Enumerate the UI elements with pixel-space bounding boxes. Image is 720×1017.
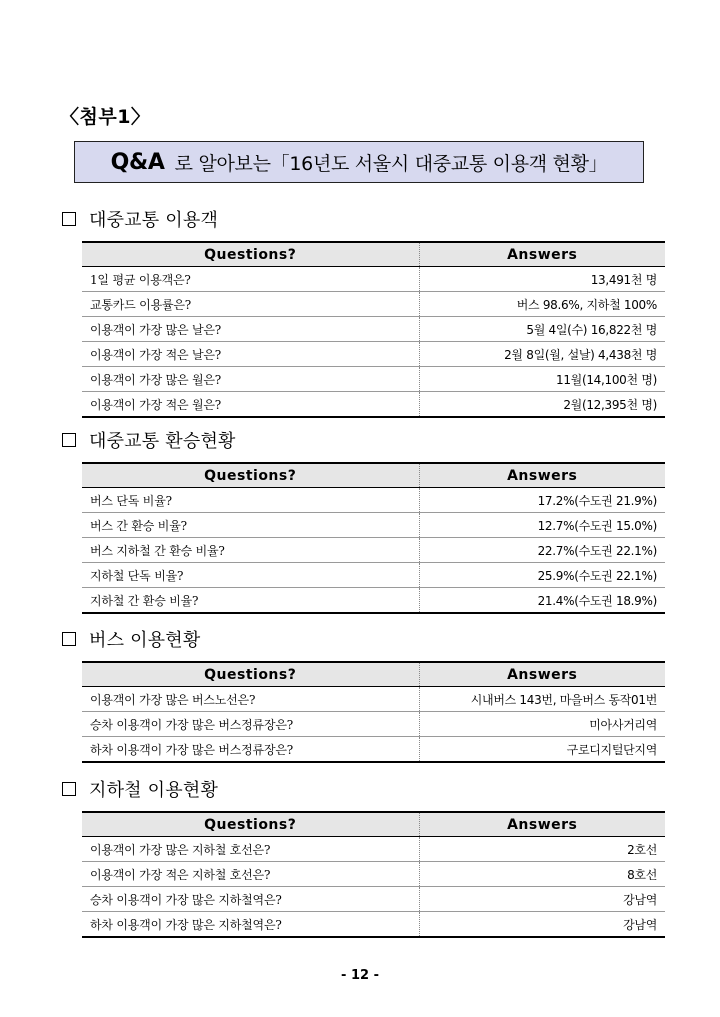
question-cell: 버스 간 환승 비율? <box>82 513 419 538</box>
question-cell: 1일 평균 이용객은? <box>82 267 419 292</box>
question-cell: 하차 이용객이 가장 많은 지하철역은? <box>82 912 419 938</box>
answer-cell: 미아사거리역 <box>419 712 665 737</box>
answer-cell: 버스 98.6%, 지하철 100% <box>419 292 665 317</box>
qa-table <box>82 661 665 763</box>
question-cell: 이용객이 가장 적은 월은? <box>82 392 419 418</box>
table-row <box>82 342 665 367</box>
document-title-box <box>74 141 644 183</box>
answer-cell: 구로디지털단지역 <box>419 737 665 763</box>
question-cell: 이용객이 가장 많은 날은? <box>82 317 419 342</box>
question-cell: 교통카드 이용률은? <box>82 292 419 317</box>
section-title: 지하철 이용현황 <box>89 780 219 801</box>
answer-cell: 22.7%(수도권 22.1%) <box>419 538 665 563</box>
question-cell: 버스 지하철 간 환승 비율? <box>82 538 419 563</box>
section-header <box>62 776 665 802</box>
answers-header: Answers <box>419 812 665 837</box>
table-header-row <box>82 242 665 267</box>
section-bus-usage <box>62 626 665 763</box>
questions-header: Questions? <box>82 242 419 267</box>
question-cell: 승차 이용객이 가장 많은 버스정류장은? <box>82 712 419 737</box>
table-row <box>82 862 665 887</box>
section-title: 대중교통 이용객 <box>89 210 219 231</box>
question-cell: 지하철 단독 비율? <box>82 563 419 588</box>
question-cell: 승차 이용객이 가장 많은 지하철역은? <box>82 887 419 912</box>
questions-header: Questions? <box>82 463 419 488</box>
checkbox-square-icon <box>62 433 76 447</box>
table-row <box>82 837 665 862</box>
attachment-label: 〈첨부1〉 <box>60 106 151 128</box>
question-cell: 버스 단독 비율? <box>82 488 419 513</box>
answer-cell: 12.7%(수도권 15.0%) <box>419 513 665 538</box>
page-number: - 12 - <box>341 968 379 983</box>
answers-header: Answers <box>419 242 665 267</box>
qa-table <box>82 241 665 418</box>
table-row <box>82 317 665 342</box>
answer-cell: 17.2%(수도권 21.9%) <box>419 488 665 513</box>
table-header-row <box>82 812 665 837</box>
table-header-row <box>82 662 665 687</box>
table-header-row <box>82 463 665 488</box>
section-title: 버스 이용현황 <box>89 630 201 651</box>
table-row <box>82 392 665 418</box>
checkbox-square-icon <box>62 632 76 646</box>
answer-cell: 2월 8일(월, 설날) 4,438천 명 <box>419 342 665 367</box>
answer-cell: 11월(14,100천 명) <box>419 367 665 392</box>
table-row <box>82 912 665 938</box>
section-header <box>62 626 665 652</box>
answer-cell: 시내버스 143번, 마을버스 동작01번 <box>419 687 665 712</box>
section-subway-usage <box>62 776 665 938</box>
answers-header: Answers <box>419 662 665 687</box>
table-row <box>82 488 665 513</box>
table-row <box>82 563 665 588</box>
answer-cell: 5월 4일(수) 16,822천 명 <box>419 317 665 342</box>
questions-header: Questions? <box>82 662 419 687</box>
section-transfer-status <box>62 427 665 614</box>
section-transit-users <box>62 206 665 418</box>
question-cell: 이용객이 가장 많은 지하철 호선은? <box>82 837 419 862</box>
question-cell: 이용객이 가장 많은 월은? <box>82 367 419 392</box>
answer-cell: 강남역 <box>419 887 665 912</box>
answer-cell: 2월(12,395천 명) <box>419 392 665 418</box>
table-row <box>82 267 665 292</box>
answer-cell: 25.9%(수도권 22.1%) <box>419 563 665 588</box>
table-row <box>82 687 665 712</box>
answer-cell: 2호선 <box>419 837 665 862</box>
answer-cell: 강남역 <box>419 912 665 938</box>
table-row <box>82 513 665 538</box>
table-row <box>82 737 665 763</box>
qa-table <box>82 462 665 614</box>
answer-cell: 13,491천 명 <box>419 267 665 292</box>
checkbox-square-icon <box>62 782 76 796</box>
table-row <box>82 292 665 317</box>
question-cell: 이용객이 가장 적은 지하철 호선은? <box>82 862 419 887</box>
question-cell: 이용객이 가장 적은 날은? <box>82 342 419 367</box>
section-title: 대중교통 환승현황 <box>89 431 236 452</box>
answers-header: Answers <box>419 463 665 488</box>
table-row <box>82 367 665 392</box>
answer-cell: 8호선 <box>419 862 665 887</box>
qa-table <box>82 811 665 938</box>
section-header <box>62 206 665 232</box>
question-cell: 이용객이 가장 많은 버스노선은? <box>82 687 419 712</box>
table-row <box>82 538 665 563</box>
answer-cell: 21.4%(수도권 18.9%) <box>419 588 665 614</box>
title-qa-prefix: Q&A <box>110 149 165 175</box>
table-row <box>82 887 665 912</box>
question-cell: 지하철 간 환승 비율? <box>82 588 419 614</box>
table-row <box>82 588 665 614</box>
document-title: 로 알아보는「16년도 서울시 대중교통 이용객 현황」 <box>174 152 608 175</box>
questions-header: Questions? <box>82 812 419 837</box>
checkbox-square-icon <box>62 212 76 226</box>
question-cell: 하차 이용객이 가장 많은 버스정류장은? <box>82 737 419 763</box>
section-header <box>62 427 665 453</box>
table-row <box>82 712 665 737</box>
